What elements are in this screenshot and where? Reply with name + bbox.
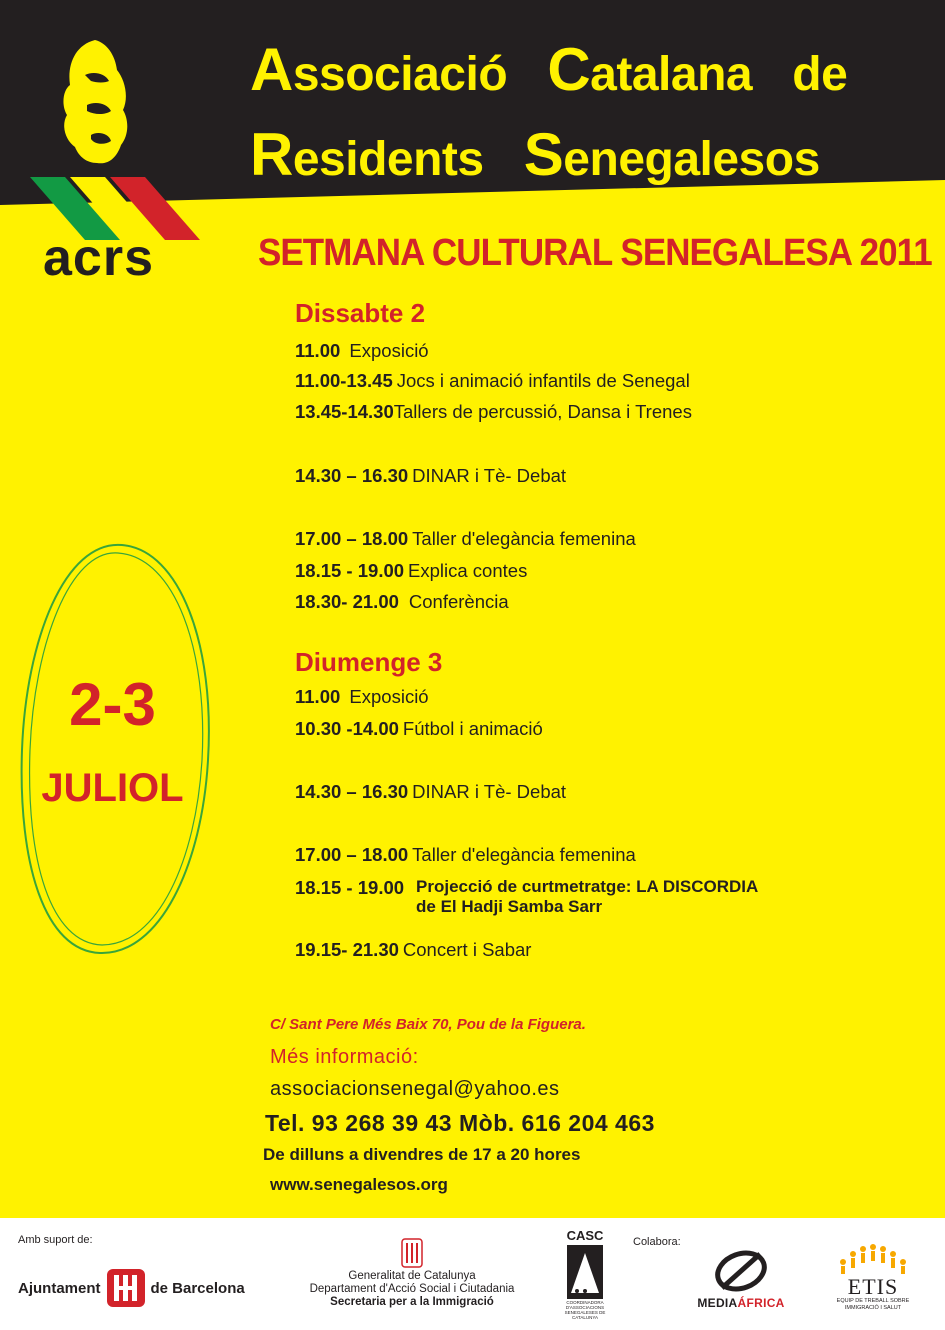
title-rest: de xyxy=(792,48,848,101)
title-initial: S xyxy=(523,121,564,188)
generalitat-line: Generalitat de Catalunya xyxy=(348,1270,476,1282)
title-word xyxy=(250,36,508,103)
row-activity: Exposició xyxy=(349,686,429,707)
row-time: 19.15- 21.30 xyxy=(295,939,399,960)
row-time: 10.30 -14.00 xyxy=(295,718,399,739)
collab-label: Colabora: xyxy=(633,1236,681,1248)
mediafrica-logo xyxy=(686,1248,796,1310)
schedule-row xyxy=(295,401,692,423)
row-activity: DINAR i Tè- Debat xyxy=(412,465,567,486)
title-rest: ssociació xyxy=(292,48,508,101)
mediafrica-part: ÁFRICA xyxy=(737,1296,785,1310)
row-time: 11.00 xyxy=(295,340,341,361)
barcelona-emblem-icon xyxy=(105,1267,147,1309)
generalitat-line: Departament d'Acció Social i Ciutadania xyxy=(309,1283,515,1296)
ajuntament-text: de Barcelona xyxy=(150,1279,245,1297)
row-activity: Conferència xyxy=(408,591,509,612)
date-oval-icon xyxy=(10,535,220,965)
generalitat-line: Secretaria per a la Immigració xyxy=(330,1296,494,1309)
title-initial: C xyxy=(547,36,591,103)
title-word xyxy=(250,121,484,188)
row-time: 14.30 – 16.30 xyxy=(295,781,409,802)
day-title-sunday: Diumenge 3 xyxy=(295,647,443,677)
casc-name: CASC xyxy=(566,1228,604,1243)
row-activity: Tallers de percussió, Dansa i Trenes xyxy=(393,401,692,422)
phone-numbers: Tel. 93 268 39 43 Mòb. 616 204 463 xyxy=(265,1110,655,1136)
row-activity: Explica contes xyxy=(408,560,528,581)
row-activity: Fútbol i animació xyxy=(402,718,543,739)
title-rest: esidents xyxy=(292,133,484,186)
row-activity: Exposició xyxy=(349,340,429,361)
row-time: 17.00 – 18.00 xyxy=(295,844,409,865)
row-time: 11.00-13.45 xyxy=(295,370,393,391)
date-days: 2-3 xyxy=(69,671,156,738)
title-initial: R xyxy=(250,121,293,188)
schedule-row xyxy=(295,844,636,866)
etis-people-icon xyxy=(833,1240,913,1276)
title-rest: enegalesos xyxy=(563,133,820,186)
row-activity-line: Projecció de curtmetratge: LA DISCORDIA xyxy=(416,877,759,896)
ajuntament-text: Ajuntament xyxy=(18,1279,101,1297)
website-link[interactable]: www.senegalesos.org xyxy=(270,1175,448,1194)
schedule-row xyxy=(295,370,690,392)
title-line-1 xyxy=(250,36,871,103)
row-activity: Jocs i animació infantils de Senegal xyxy=(396,370,690,391)
schedule-row xyxy=(295,939,531,961)
mediafrica-name xyxy=(686,1296,796,1310)
more-info-label: Més informació: xyxy=(270,1046,419,1068)
row-activity: Taller d'elegància femenina xyxy=(412,528,636,549)
casc-emblem-icon xyxy=(563,1243,607,1301)
row-time: 18.30- 21.00 xyxy=(295,591,399,612)
row-time: 17.00 – 18.00 xyxy=(295,528,409,549)
row-activity: Concert i Sabar xyxy=(402,939,532,960)
row-activity xyxy=(416,877,758,916)
address: C/ Sant Pere Més Baix 70, Pou de la Figuera. xyxy=(270,1016,586,1033)
row-time: 18.15 - 19.00 xyxy=(295,877,405,898)
schedule-row xyxy=(295,340,429,362)
title-initial: A xyxy=(250,36,293,103)
title-word xyxy=(547,36,753,103)
casc-subtitle: COORDINADORA D'ASSOCIACIONS SENEGALESES DE CATALUNYA xyxy=(564,1300,606,1320)
row-time: 11.00 xyxy=(295,686,341,707)
schedule-row xyxy=(295,781,566,803)
opening-hours: De dilluns a divendres de 17 a 20 hores xyxy=(263,1145,581,1164)
mediafrica-emblem-icon xyxy=(712,1248,770,1294)
row-activity: Taller d'elegància femenina xyxy=(412,844,636,865)
schedule-row xyxy=(295,686,429,708)
ajuntament-logo xyxy=(18,1268,245,1308)
schedule-row xyxy=(295,877,758,916)
row-time: 13.45-14.30 xyxy=(295,401,394,422)
generalitat-emblem-icon xyxy=(401,1238,423,1268)
title-rest: atalana xyxy=(590,48,753,101)
generalitat-logo xyxy=(292,1238,532,1310)
etis-name: ETIS xyxy=(847,1274,899,1299)
schedule-row xyxy=(295,560,527,582)
day-title-saturday: Dissabte 2 xyxy=(295,298,426,328)
title-line-2 xyxy=(250,121,844,188)
row-activity: DINAR i Tè- Debat xyxy=(412,781,567,802)
schedule-row xyxy=(295,465,566,487)
row-time: 14.30 – 16.30 xyxy=(295,465,409,486)
mediafrica-part: MEDIA xyxy=(697,1296,738,1310)
row-time: 18.15 - 19.00 xyxy=(295,560,405,581)
title-word xyxy=(792,40,847,100)
acrs-logo-text: acrs xyxy=(43,229,154,287)
schedule-row xyxy=(295,591,509,613)
support-label: Amb suport de: xyxy=(18,1234,93,1246)
row-activity-line: de El Hadji Samba Sarr xyxy=(416,896,603,916)
date-month: JULIOL xyxy=(41,766,184,810)
schedule-row xyxy=(295,718,543,740)
etis-logo xyxy=(828,1240,918,1311)
event-title: SETMANA CULTURAL SENEGALESA 2011 xyxy=(258,232,932,274)
title-word xyxy=(523,121,820,188)
etis-subtitle: EQUIP DE TREBALL SOBRE IMMIGRACIÓ I SALUT xyxy=(836,1298,910,1311)
sponsors-footer xyxy=(0,1218,945,1330)
schedule-row xyxy=(295,528,636,550)
casc-logo xyxy=(560,1228,610,1321)
email-address[interactable]: associacionsenegal@yahoo.es xyxy=(270,1078,560,1100)
